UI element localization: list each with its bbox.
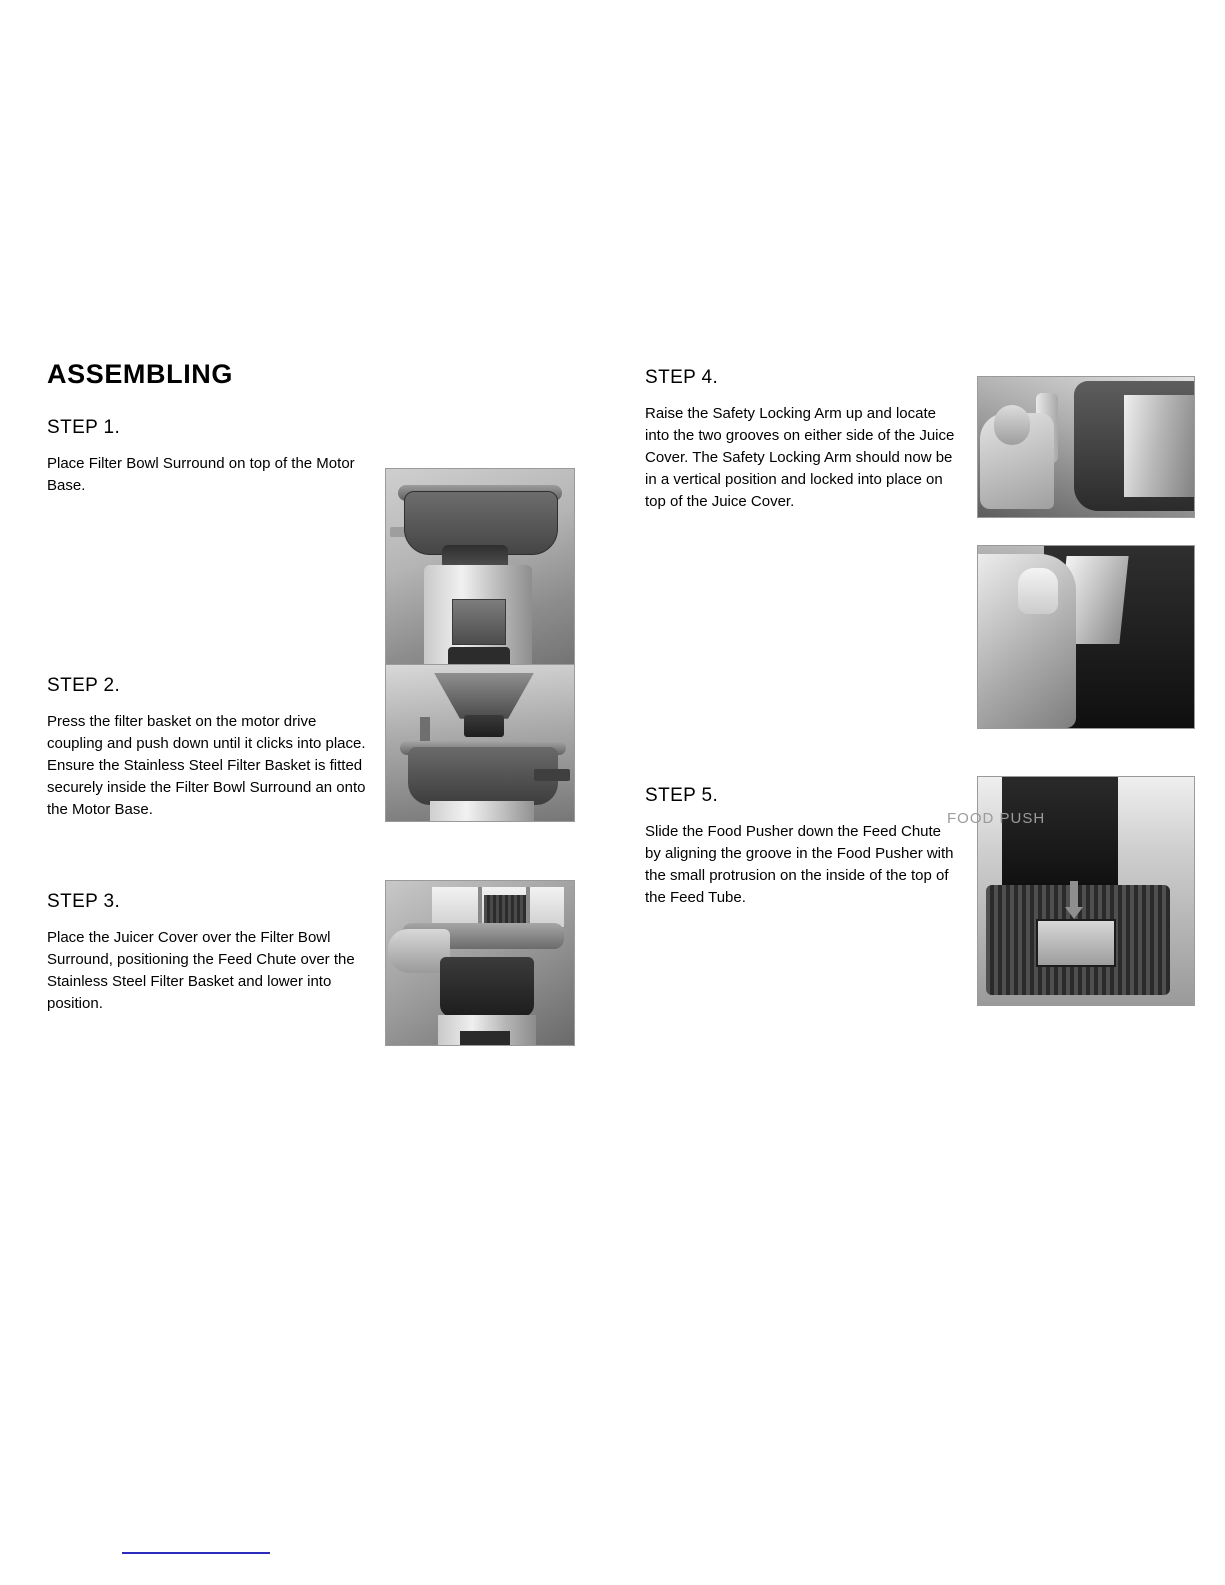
step-3-title: STEP 3. <box>47 890 121 912</box>
step-1-text <box>47 418 377 497</box>
photo-detail <box>994 405 1030 445</box>
photo-detail <box>452 599 506 645</box>
step-4-text <box>645 360 975 513</box>
photo-detail <box>1002 777 1118 889</box>
step-5-title: STEP 5. <box>645 785 719 806</box>
down-arrow-icon <box>1070 881 1078 907</box>
step-2-body: Press the filter basket on the motor drive coupling and push down until it clicks into place. Ensure the Stainless Steel Filter Basket is fitted securely inside the Filter Bowl Surround an onto the Motor Base. <box>47 712 366 818</box>
step-1-body: Place Filter Bowl Surround on top of the Motor Base. <box>47 454 355 494</box>
step-3-block <box>47 892 577 1092</box>
step-3-text <box>47 892 377 1015</box>
step-2-block <box>47 676 577 892</box>
step-5-block <box>645 760 1190 1020</box>
step-1-photo <box>385 468 575 678</box>
step-4-body: Raise the Safety Locking Arm up and locate into the two grooves on either side of the Juice Cover. The Safety Locking Arm should now be in a vertical position and locked into place on top of the Juice Cover. <box>645 404 955 510</box>
photo-detail <box>478 887 482 927</box>
step-1-title: STEP 1. <box>47 416 121 438</box>
step-5-body: Slide the Food Pusher down the Feed Chute by aligning the groove in the Food Pusher with the small protrusion on the inside of the top of the Feed Tube. <box>645 822 954 906</box>
page-title: ASSEMBLING <box>47 359 234 389</box>
footer-link[interactable] <box>122 1552 270 1554</box>
step-3-photo <box>385 880 575 1046</box>
step-4-photo-a <box>977 376 1195 518</box>
step-5-text <box>645 760 975 909</box>
photo-detail <box>534 769 570 781</box>
photo-detail <box>440 957 534 1017</box>
photo-detail <box>460 1031 510 1046</box>
photo-detail <box>434 673 534 719</box>
photo-detail <box>464 715 504 737</box>
step-5-photo-caption: FOOD PUSH <box>947 810 1046 827</box>
photo-detail <box>456 821 508 822</box>
photo-detail <box>1124 395 1195 497</box>
step-2-photo <box>385 664 575 822</box>
photo-detail <box>526 887 530 927</box>
step-4-block <box>645 360 1190 760</box>
step-4-photo-b <box>977 545 1195 729</box>
step-1-block <box>47 418 577 676</box>
step-2-text <box>47 676 377 821</box>
step-3-body: Place the Juicer Cover over the Filter Bowl Surround, positioning the Feed Chute over the Stainless Steel Filter Basket and lower into position. <box>47 928 355 1012</box>
photo-detail <box>430 801 534 822</box>
photo-detail <box>1036 919 1116 967</box>
step-2-title: STEP 2. <box>47 674 121 696</box>
step-4-title: STEP 4. <box>645 367 719 388</box>
photo-detail <box>1018 568 1058 614</box>
left-column <box>47 360 577 1092</box>
right-column <box>645 360 1190 1020</box>
